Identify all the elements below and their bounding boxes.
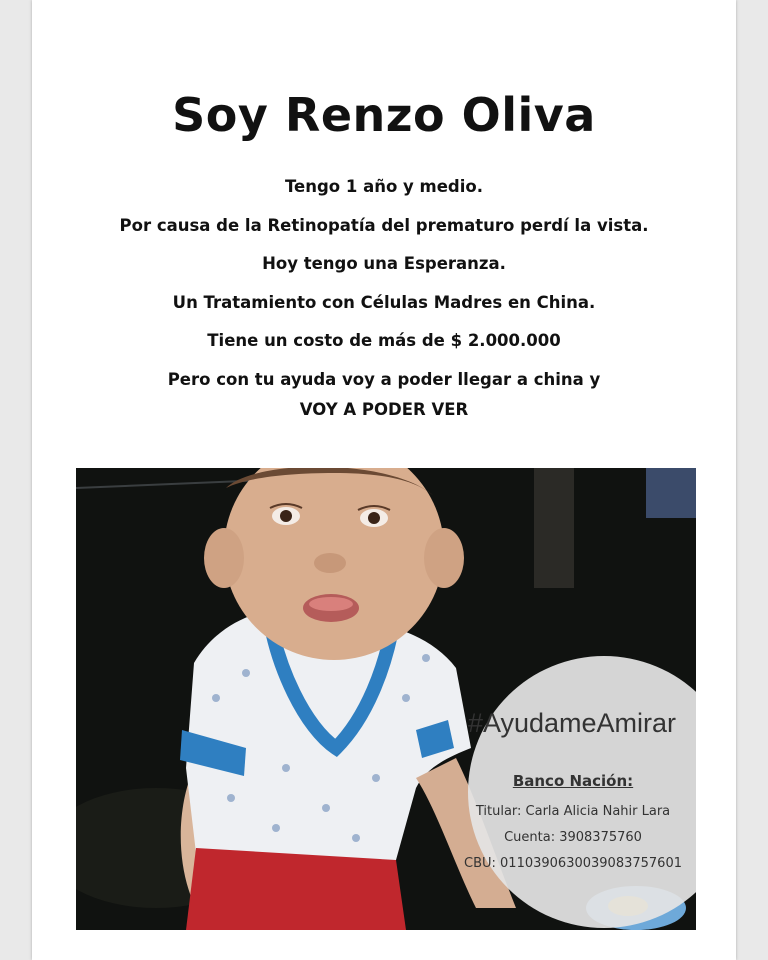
account-number: Cuenta: 3908375760: [504, 830, 642, 845]
hashtag-text: #AyudameAmirar: [467, 708, 677, 738]
text-line: VOY A PODER VER: [299, 399, 469, 419]
text-line: Un Tratamiento con Células Madres en China.: [172, 292, 596, 312]
account-holder: Titular: Carla Alicia Nahir Lara: [475, 804, 671, 819]
text-line: Hoy tengo una Esperanza.: [262, 254, 506, 273]
text-line: Tiene un costo de más de $ 2.000.000: [207, 331, 561, 350]
text-line: Por causa de la Retinopatía del prematuro perdí la vista.: [119, 215, 649, 235]
poster: [32, 0, 736, 960]
text-line: Pero con tu ayuda voy a poder llegar a china y: [167, 369, 601, 389]
bank-name: Banco Nación:: [512, 772, 634, 790]
child-photo: [76, 468, 696, 930]
poster-text-block: [32, 176, 736, 437]
cbu-number: CBU: 0110390630039083757601: [464, 856, 682, 871]
text-line: Tengo 1 año y medio.: [284, 177, 484, 196]
poster-title: Soy Renzo Oliva: [172, 88, 596, 142]
